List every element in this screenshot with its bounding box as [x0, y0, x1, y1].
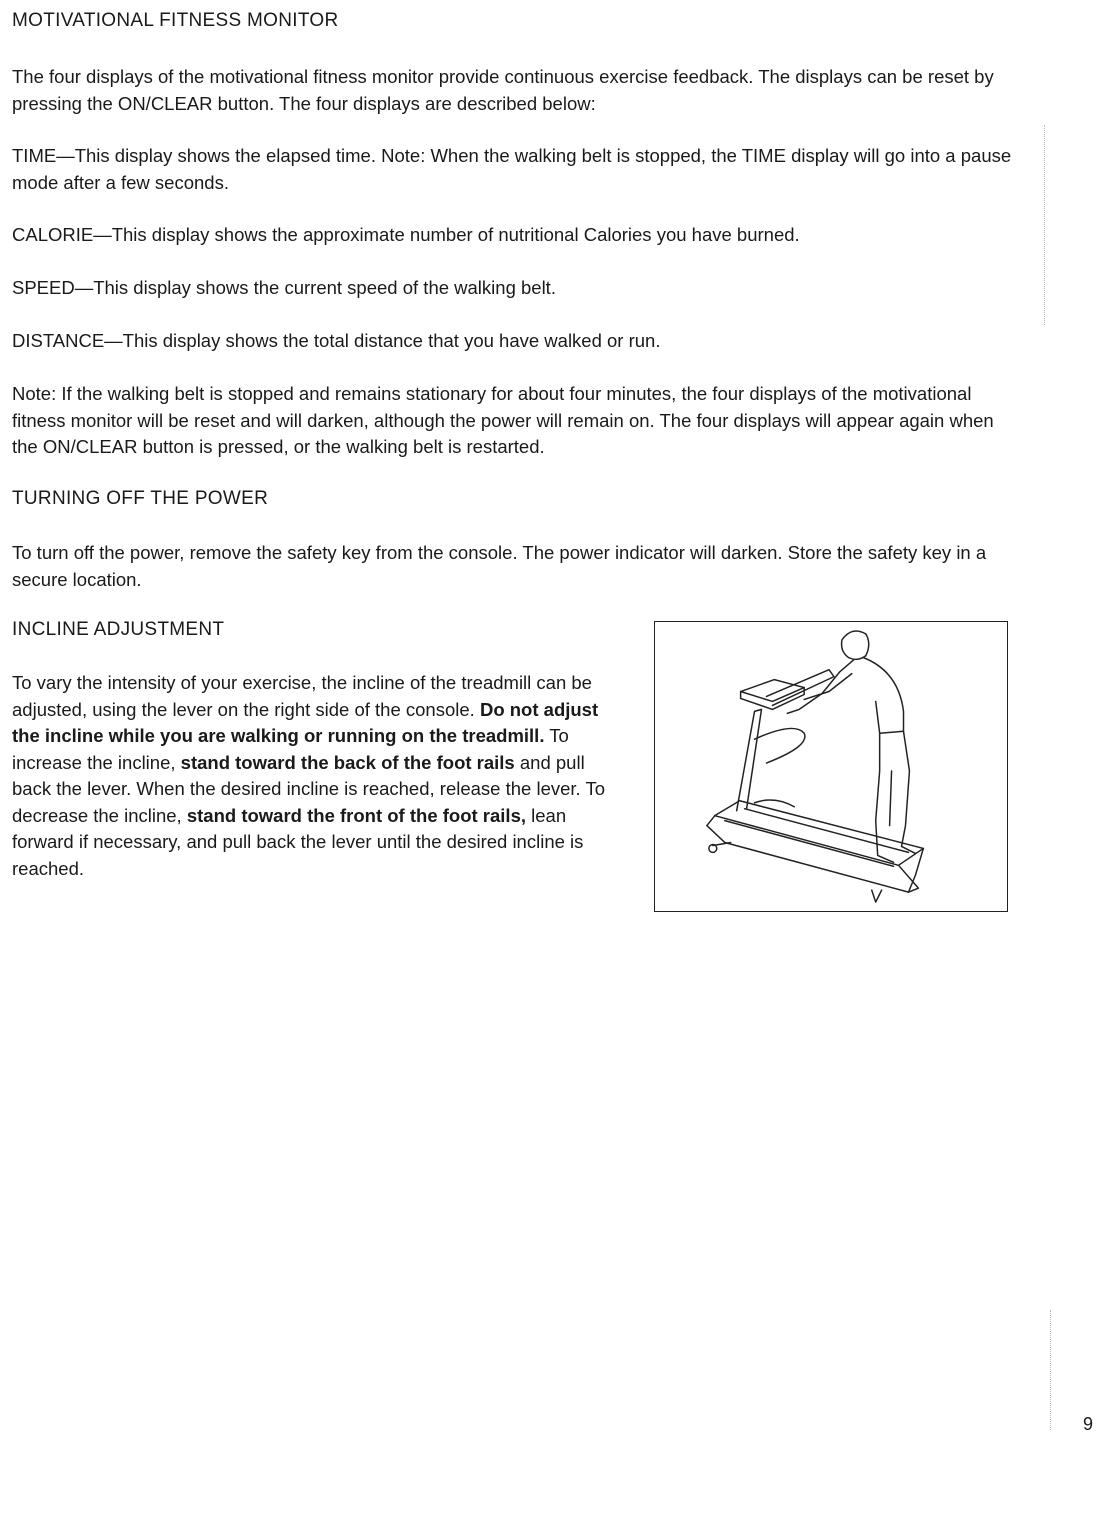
reset-note: Note: If the walking belt is stopped and remains stationary for about four minutes, the four displays of the motivational fitness monitor will be reset and will darken, although the power will remain on. The four displays will appear again when the ON/CLEAR button is pressed, or the walking belt is restarted. [12, 383, 994, 457]
treadmill-person-drawing [655, 622, 1007, 911]
treadmill-illustration [654, 621, 1008, 912]
calorie-description: CALORIE—This display shows the approximate number of nutritional Calories you have burned. [12, 224, 800, 245]
monitor-intro: The four displays of the motivational fitness monitor provide continuous exercise feedback. The displays can be reset by pressing the ON/CLEAR button. The four displays are described below: [12, 66, 994, 114]
heading-power: TURNING OFF THE POWER [12, 488, 269, 509]
time-description: TIME—This display shows the elapsed time. Note: When the walking belt is stopped, the TIME display will go into a pause mode after a few seconds. [12, 145, 1012, 193]
margin-mark [1044, 125, 1047, 325]
speed-description: SPEED—This display shows the current speed of the walking belt. [12, 277, 556, 298]
power-body: To turn off the power, remove the safety key from the console. The power indicator will darken. Store the safety key in a secure location. [12, 542, 987, 590]
page-number: 9 [1083, 1414, 1094, 1434]
heading-monitor: MOTIVATIONAL FITNESS MONITOR [12, 10, 339, 31]
incline-warning: Do not adjust the incline while you are walking or running on the treadmill. [12, 698, 599, 746]
heading-incline: INCLINE ADJUSTMENT [12, 619, 225, 640]
distance-description: DISTANCE—This display shows the total distance that you have walked or run. [12, 330, 661, 351]
margin-mark [1050, 1310, 1053, 1430]
incline-body: To vary the intensity of your exercise, the incline of the treadmill can be adjusted, using the lever on the right side of the console. Do not adjust the incline while you are walking or running on the treadmill. To increase the incline, stand toward the back of the foot rails and pull back the lever. When the desired incline is reached, release the lever. To decrease the incline, stand toward the front of the foot rails, lean forward if necessary, and pull back the lever until the desired incline is reached. [12, 672, 606, 879]
